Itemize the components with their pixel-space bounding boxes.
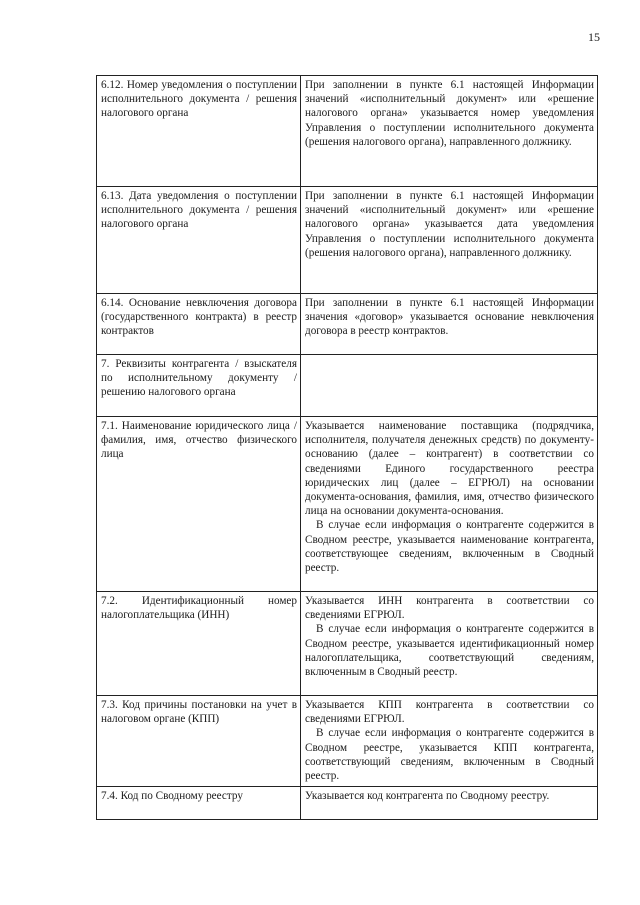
description-paragraph: Указывается ИНН контрагента в соответствии со сведениями ЕГРЮЛ. xyxy=(305,595,594,622)
field-description-cell xyxy=(301,696,598,787)
field-name-cell: 7.1. Наименование юридического лица / фамилия, имя, отчество физического лица xyxy=(97,417,301,592)
table-row xyxy=(97,294,598,355)
page-number: 15 xyxy=(588,30,600,44)
table-row xyxy=(97,187,598,294)
field-description-cell xyxy=(301,787,598,820)
table-row xyxy=(97,355,598,417)
description-paragraph: Указывается КПП контрагента в соответствии со сведениями ЕГРЮЛ. xyxy=(305,699,594,726)
field-name-cell: 7.3. Код причины постановки на учет в налоговом органе (КПП) xyxy=(97,696,301,787)
table-row xyxy=(97,76,598,187)
description-paragraph: Указывается наименование поставщика (подрядчика, исполнителя, получателя денежных средств) по документу-основанию (далее – контрагент) в соответствии со сведениями Единого государственного реестра юридических лиц (далее – ЕГРЮЛ) на основании документа-основания, фамилия, имя, отчество физического лица на основании документа-основания. xyxy=(305,420,594,518)
empty-description-cell xyxy=(301,355,598,417)
section-heading-cell: 7. Реквизиты контрагента / взыскателя по исполнительному документу / решению налогового органа xyxy=(97,355,301,417)
field-name-cell: 6.13. Дата уведомления о поступлении исполнительного документа / решения налогового органа xyxy=(97,187,301,294)
field-description-cell xyxy=(301,417,598,592)
field-description-cell xyxy=(301,76,598,187)
field-description-cell xyxy=(301,294,598,355)
description-paragraph: В случае если информация о контрагенте содержится в Сводном реестре, указывается наименование контрагента, соответствующее сведениям, включенным в Сводный реестр. xyxy=(305,519,594,575)
field-name-cell: 6.12. Номер уведомления о поступлении исполнительного документа / решения налогового органа xyxy=(97,76,301,187)
requirements-table xyxy=(96,75,598,820)
description-paragraph: При заполнении в пункте 6.1 настоящей Информации значений «исполнительный документ» или «решение налогового органа» указывается дата уведомления Управления о поступлении исполнительного документа (решения налогового органа), направленного должнику. xyxy=(305,190,594,259)
description-paragraph: В случае если информация о контрагенте содержится в Сводном реестре, указывается КПП контрагента, соответствующий сведениям, включенным в Сводный реестр. xyxy=(305,727,594,783)
field-description-cell xyxy=(301,187,598,294)
description-paragraph: В случае если информация о контрагенте содержится в Сводном реестре, указывается идентификационный номер налогоплательщика, соответствующий сведениям, включенным в Сводный реестр. xyxy=(305,623,594,679)
table-row xyxy=(97,592,598,696)
table-row xyxy=(97,696,598,787)
description-paragraph: При заполнении в пункте 6.1 настоящей Информации значений «исполнительный документ» или «решение налогового органа» указывается номер уведомления Управления о поступлении исполнительного документа (решения налогового органа), направленного должнику. xyxy=(305,79,594,148)
table-row xyxy=(97,787,598,820)
field-description-cell xyxy=(301,592,598,696)
description-paragraph: При заполнении в пункте 6.1 настоящей Информации значения «договор» указывается основание невключения договора в реестр контрактов. xyxy=(305,297,594,338)
description-paragraph: Указывается код контрагента по Сводному реестру. xyxy=(305,790,550,802)
field-name-cell: 7.4. Код по Сводному реестру xyxy=(97,787,301,820)
field-name-cell: 6.14. Основание невключения договора (государственного контракта) в реестр контрактов xyxy=(97,294,301,355)
field-name-cell: 7.2. Идентификационный номер налогоплательщика (ИНН) xyxy=(97,592,301,696)
table-row xyxy=(97,417,598,592)
